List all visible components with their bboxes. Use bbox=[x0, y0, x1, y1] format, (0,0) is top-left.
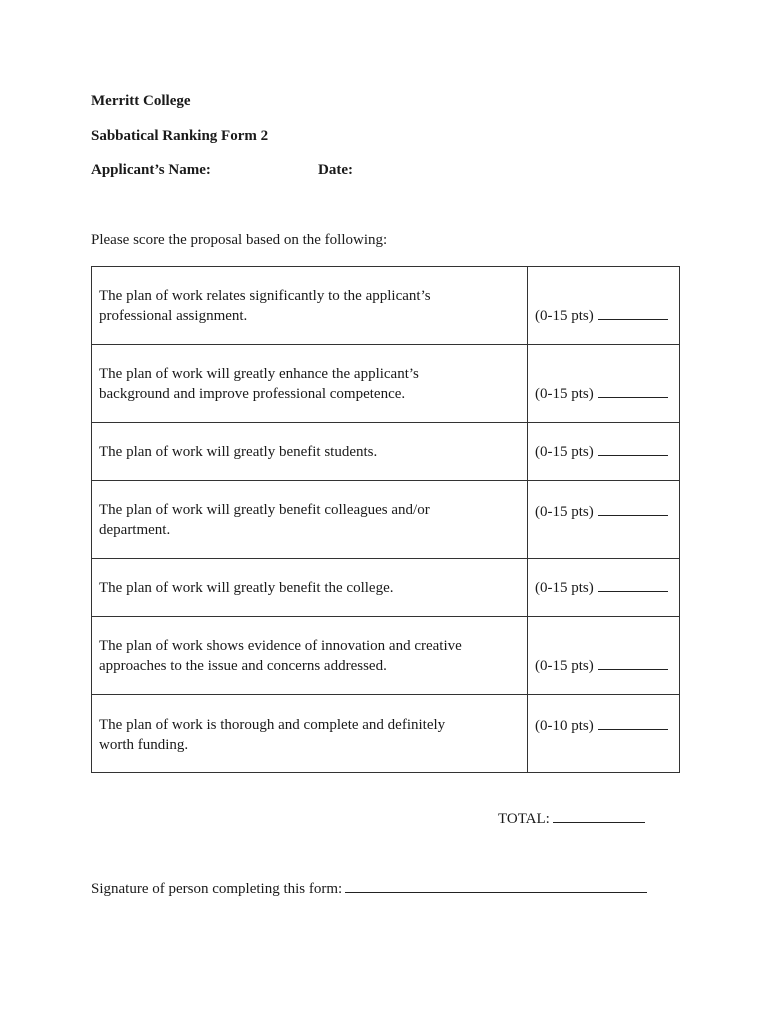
points-label: (0-15 pts) bbox=[535, 658, 594, 674]
score-blank[interactable] bbox=[598, 441, 668, 456]
score-blank[interactable] bbox=[598, 655, 668, 670]
date-label: Date: bbox=[318, 162, 353, 178]
criterion-score[interactable] bbox=[528, 267, 680, 345]
criterion-score[interactable] bbox=[528, 617, 680, 695]
criterion-score[interactable] bbox=[528, 559, 680, 617]
points-label: (0-10 pts) bbox=[535, 718, 594, 734]
applicant-date-row bbox=[91, 162, 491, 179]
points-label: (0-15 pts) bbox=[535, 386, 594, 402]
criterion-line: The plan of work will greatly benefit the college. bbox=[99, 579, 394, 596]
criteria-table bbox=[91, 266, 680, 773]
criterion-row bbox=[92, 423, 680, 481]
points-label: (0-15 pts) bbox=[535, 580, 594, 596]
applicant-name-label: Applicant’s Name: bbox=[91, 162, 211, 178]
score-blank[interactable] bbox=[598, 715, 668, 730]
criterion-line: professional assignment. bbox=[99, 307, 248, 324]
criterion-text bbox=[92, 345, 528, 423]
points-label: (0-15 pts) bbox=[535, 504, 594, 520]
criterion-text bbox=[92, 481, 528, 559]
criterion-score[interactable] bbox=[528, 345, 680, 423]
instruction-text: Please score the proposal based on the following: bbox=[91, 232, 388, 248]
criterion-line: approaches to the issue and concerns addressed. bbox=[99, 657, 387, 674]
criterion-row bbox=[92, 345, 680, 423]
criterion-line: The plan of work will greatly benefit colleagues and/or bbox=[99, 501, 430, 518]
criterion-line: The plan of work will greatly benefit students. bbox=[99, 443, 378, 460]
score-blank[interactable] bbox=[598, 577, 668, 592]
criterion-row bbox=[92, 559, 680, 617]
score-blank[interactable] bbox=[598, 383, 668, 398]
signature-label: Signature of person completing this form: bbox=[91, 881, 343, 897]
criterion-row bbox=[92, 481, 680, 559]
criterion-row bbox=[92, 617, 680, 695]
criterion-text bbox=[92, 559, 528, 617]
criterion-row bbox=[92, 267, 680, 345]
total-blank[interactable] bbox=[553, 808, 645, 823]
score-blank[interactable] bbox=[598, 501, 668, 516]
signature-blank[interactable] bbox=[345, 878, 647, 893]
points-label: (0-15 pts) bbox=[535, 308, 594, 324]
criterion-line: worth funding. bbox=[99, 737, 189, 753]
criterion-line: The plan of work relates significantly to the applicant’s bbox=[99, 287, 431, 304]
criterion-score[interactable] bbox=[528, 481, 680, 559]
score-blank[interactable] bbox=[598, 305, 668, 320]
criterion-line: The plan of work shows evidence of innovation and creative bbox=[99, 637, 462, 654]
total-label: TOTAL: bbox=[498, 811, 550, 827]
criterion-score[interactable] bbox=[528, 423, 680, 481]
criterion-line: The plan of work is thorough and complete and definitely bbox=[99, 717, 446, 733]
criterion-line: department. bbox=[99, 521, 171, 538]
form-title: Sabbatical Ranking Form 2 bbox=[91, 128, 269, 144]
points-label: (0-15 pts) bbox=[535, 444, 594, 460]
signature-row bbox=[91, 878, 647, 898]
college-name: Merritt College bbox=[91, 93, 191, 109]
criterion-text bbox=[92, 267, 528, 345]
criterion-text bbox=[92, 695, 528, 773]
total-row bbox=[498, 808, 645, 828]
criterion-score[interactable] bbox=[528, 695, 680, 773]
criterion-row bbox=[92, 695, 680, 773]
criterion-text bbox=[92, 617, 528, 695]
criterion-text bbox=[92, 423, 528, 481]
criterion-line: background and improve professional competence. bbox=[99, 385, 406, 402]
criterion-line: The plan of work will greatly enhance the applicant’s bbox=[99, 365, 419, 382]
